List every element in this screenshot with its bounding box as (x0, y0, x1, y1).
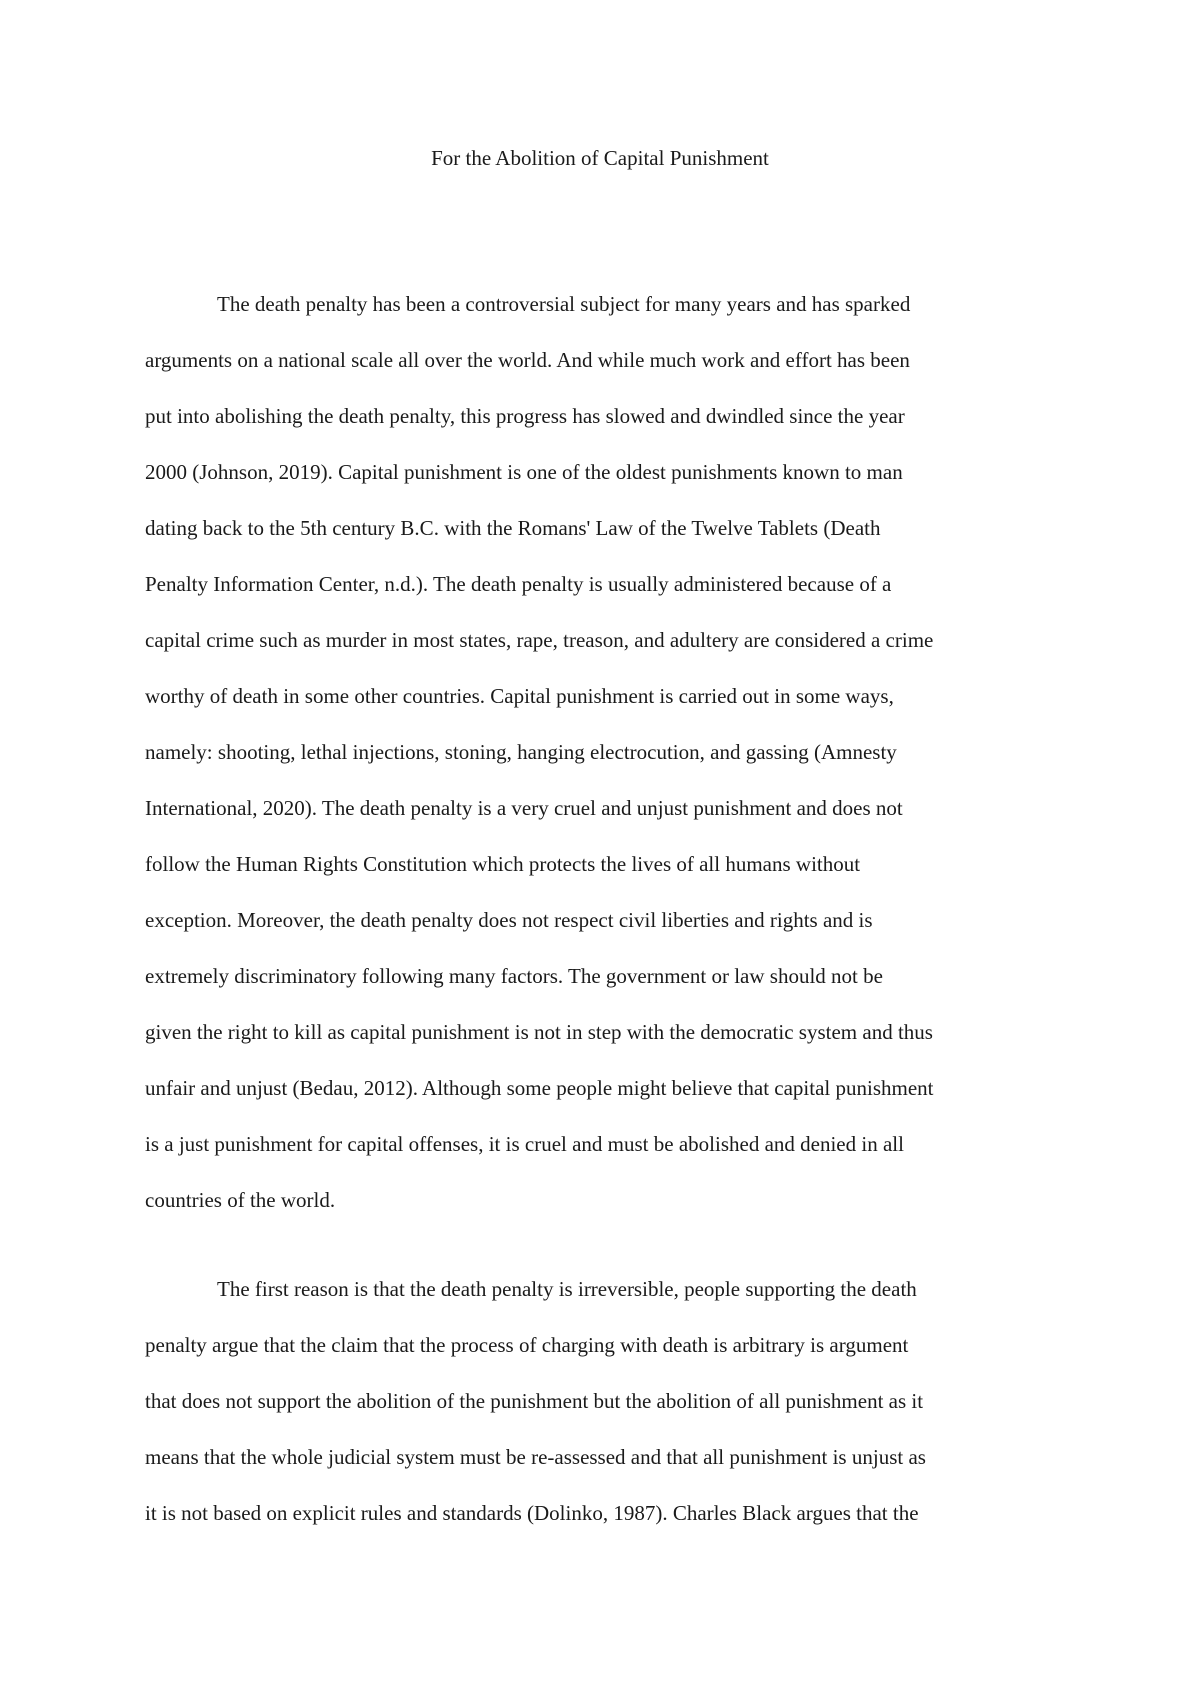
paragraph-1-line: International, 2020). The death penalty is a very cruel and unjust punishment and does not (145, 796, 903, 820)
paragraph-2-line: it is not based on explicit rules and standards (Dolinko, 1987). Charles Black argues that the (145, 1501, 919, 1525)
paragraph-2 (145, 1261, 1085, 1541)
paragraph-1-line: arguments on a national scale all over the world. And while much work and effort has been (145, 348, 910, 372)
paragraph-1-line: countries of the world. (145, 1188, 336, 1212)
paragraph-1-line: put into abolishing the death penalty, this progress has slowed and dwindled since the year (145, 404, 905, 428)
paragraph-2-line: means that the whole judicial system must be re-assessed and that all punishment is unjust as (145, 1445, 926, 1469)
document-title: For the Abolition of Capital Punishment (431, 146, 769, 170)
paragraph-1-line: Penalty Information Center, n.d.). The death penalty is usually administered because of a (145, 572, 892, 596)
paragraph-1-line: exception. Moreover, the death penalty does not respect civil liberties and rights and is (145, 908, 873, 932)
paragraph-1-line: extremely discriminatory following many factors. The government or law should not be (145, 964, 883, 988)
paragraph-1-line: unfair and unjust (Bedau, 2012). Although some people might believe that capital punishment (145, 1076, 934, 1100)
paragraph-2-line: penalty argue that the claim that the process of charging with death is arbitrary is argument (145, 1333, 909, 1357)
paragraph-1-line: namely: shooting, lethal injections, stoning, hanging electrocution, and gassing (Amnesty (145, 740, 897, 764)
paragraph-1 (145, 276, 1085, 1228)
paragraph-1-line: is a just punishment for capital offenses, it is cruel and must be abolished and denied in all (145, 1132, 904, 1156)
paragraph-1-line: dating back to the 5th century B.C. with the Romans' Law of the Twelve Tablets (Death (145, 516, 881, 540)
paragraph-1-line: 2000 (Johnson, 2019). Capital punishment is one of the oldest punishments known to man (145, 460, 903, 484)
paragraph-2-line: that does not support the abolition of the punishment but the abolition of all punishment as it (145, 1389, 924, 1413)
paragraph-1-line: follow the Human Rights Constitution which protects the lives of all humans without (145, 852, 861, 876)
paragraph-1-line: capital crime such as murder in most states, rape, treason, and adultery are considered a crime (145, 628, 934, 652)
paragraph-1-line: given the right to kill as capital punishment is not in step with the democratic system and thus (145, 1020, 933, 1044)
paragraph-2-line: The first reason is that the death penalty is irreversible, people supporting the death (217, 1277, 917, 1301)
paragraph-1-line: worthy of death in some other countries. Capital punishment is carried out in some ways, (145, 684, 894, 708)
paragraph-1-line: The death penalty has been a controversial subject for many years and has sparked (217, 292, 911, 316)
